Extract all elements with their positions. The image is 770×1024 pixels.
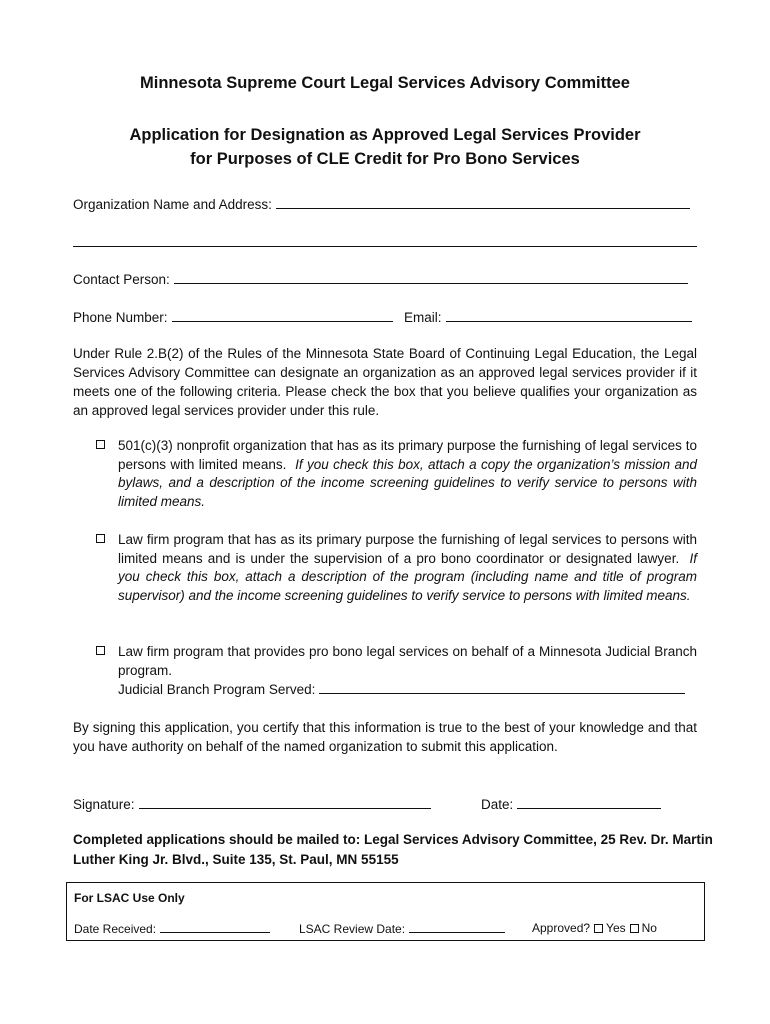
email-input-line[interactable] bbox=[446, 308, 692, 322]
judicial-branch-served-line[interactable] bbox=[319, 680, 685, 694]
phone-field bbox=[73, 308, 393, 325]
form-title bbox=[0, 123, 770, 171]
date-received-line[interactable] bbox=[160, 921, 270, 933]
form-title-line1: Application for Designation as Approved Legal Services Provider bbox=[129, 126, 641, 144]
option-nonprofit-note: If you check this box, attach a copy the organization’s mission and bylaws, and a description of the income screening guidelines to verify service to persons with limited means. bbox=[118, 456, 697, 509]
signature-field bbox=[73, 795, 431, 812]
lsac-review-date-label: LSAC Review Date: bbox=[299, 922, 406, 936]
judicial-branch-checkbox[interactable] bbox=[96, 646, 105, 655]
org-field bbox=[73, 195, 690, 212]
certification-paragraph: By signing this application, you certify that this information is true to the best of your knowledge and that you have authority on behalf of the named organization to submit this application. bbox=[73, 720, 697, 754]
law-firm-checkbox[interactable] bbox=[96, 534, 105, 543]
lsac-use-only-box bbox=[66, 882, 705, 941]
org-input-line-2[interactable] bbox=[73, 233, 697, 247]
judicial-branch-served-field bbox=[118, 680, 697, 700]
date-received-field bbox=[74, 921, 270, 936]
option-law-firm-criteria: Law firm program that has as its primary purpose the furnishing of legal services to persons with limited means and is under the supervision of a pro bono coordinator or designated lawyer. bbox=[118, 532, 697, 566]
lsac-review-date-field bbox=[299, 921, 505, 936]
contact-field bbox=[73, 270, 688, 287]
option-judicial-branch bbox=[96, 643, 697, 700]
org-input-line[interactable] bbox=[276, 195, 690, 209]
approved-label: Approved? bbox=[532, 921, 591, 935]
option-nonprofit-criteria: 501(c)(3) nonprofit organization that has as its primary purpose the furnishing of legal services to persons with limited means. bbox=[118, 438, 697, 472]
phone-label: Phone Number: bbox=[73, 310, 168, 325]
option-nonprofit bbox=[96, 437, 697, 511]
mailing-instructions: Completed applications should be mailed to: Legal Services Advisory Committee, 25 Rev. Dr. Martin Luther King Jr. Blvd., Suite 135, St. Paul, MN 55155 bbox=[73, 832, 713, 867]
option-law-firm bbox=[96, 531, 697, 605]
lsac-box-title: For LSAC Use Only bbox=[74, 891, 185, 905]
option-law-firm-note: If you check this box, attach a description of the program (including name and title of program supervisor) and the income screening guidelines to verify service to persons with limited means. bbox=[118, 550, 697, 603]
judicial-branch-served-label: Judicial Branch Program Served: bbox=[118, 682, 316, 697]
option-law-firm-text bbox=[118, 531, 697, 605]
intro-paragraph: Under Rule 2.B(2) of the Rules of the Minnesota State Board of Continuing Legal Education, the Legal Services Advisory Committee can designate an organization as an approved legal services provider if it meets one of the following criteria. Please check the box that you believe qualifies your organization as an approved legal services provider under this rule. bbox=[73, 346, 697, 418]
email-field bbox=[404, 308, 692, 325]
approved-yes-label: Yes bbox=[606, 921, 626, 935]
approved-yes-checkbox[interactable] bbox=[594, 924, 603, 933]
approved-no-label: No bbox=[641, 921, 657, 935]
lsac-review-date-line[interactable] bbox=[409, 921, 505, 933]
committee-heading: Minnesota Supreme Court Legal Services Advisory Committee bbox=[140, 74, 630, 92]
signature-label: Signature: bbox=[73, 797, 135, 812]
date-received-label: Date Received: bbox=[74, 922, 157, 936]
approved-no-checkbox[interactable] bbox=[630, 924, 639, 933]
date-label: Date: bbox=[481, 797, 514, 812]
form-title-line2: for Purposes of CLE Credit for Pro Bono Services bbox=[190, 150, 580, 168]
option-judicial-branch-text bbox=[118, 643, 697, 700]
email-label: Email: bbox=[404, 310, 442, 325]
option-nonprofit-text bbox=[118, 437, 697, 511]
signature-line[interactable] bbox=[139, 795, 431, 809]
phone-input-line[interactable] bbox=[172, 308, 393, 322]
option-judicial-branch-criteria: Law firm program that provides pro bono legal services on behalf of a Minnesota Judicial Branch program. bbox=[118, 644, 697, 678]
contact-label: Contact Person: bbox=[73, 272, 170, 287]
nonprofit-checkbox[interactable] bbox=[96, 440, 105, 449]
date-line[interactable] bbox=[517, 795, 661, 809]
org-field-line2 bbox=[73, 233, 697, 250]
date-field bbox=[481, 795, 661, 812]
contact-input-line[interactable] bbox=[174, 270, 688, 284]
org-label: Organization Name and Address: bbox=[73, 197, 272, 212]
approved-field bbox=[532, 921, 657, 935]
